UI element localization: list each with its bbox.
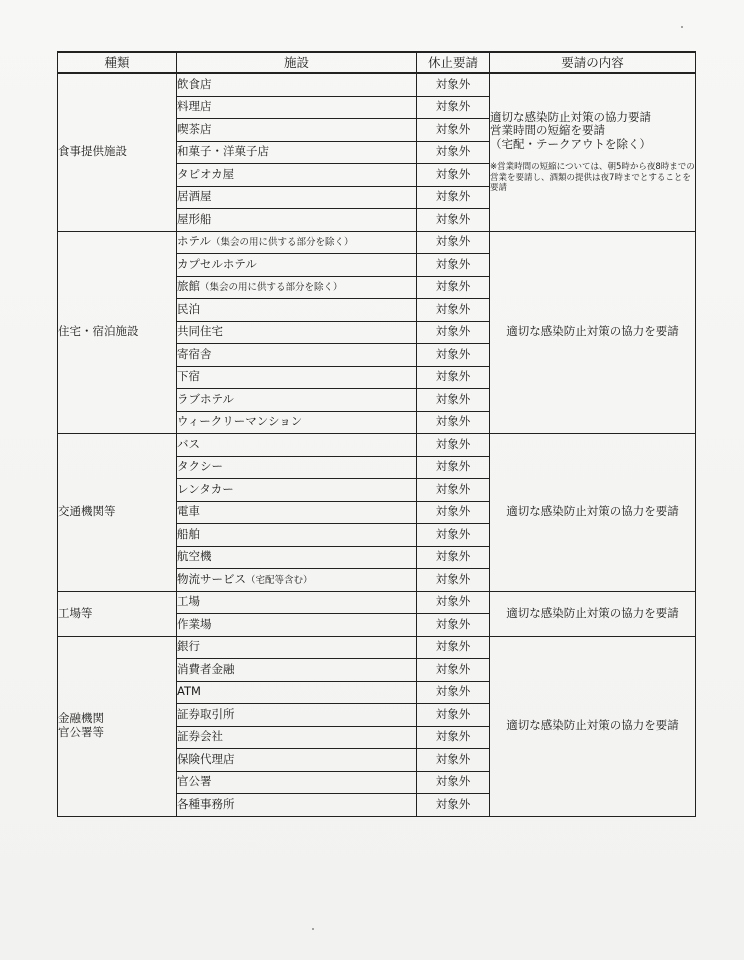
table-row <box>58 636 696 659</box>
facility-note: （宅配等含む） <box>246 574 313 586</box>
scan-speck <box>681 26 683 28</box>
facility-name: 消費者金融 <box>177 661 235 676</box>
request-content-cell <box>490 636 696 816</box>
facility-cell <box>177 794 417 817</box>
facility-name: 船舶 <box>177 526 200 541</box>
table-row <box>58 591 696 614</box>
facility-name: 各種事務所 <box>177 796 235 811</box>
facility-cell <box>177 434 417 457</box>
facility-name: レンタカー <box>177 481 234 496</box>
facility-cell <box>177 591 417 614</box>
facility-name: 共同住宅 <box>177 324 223 339</box>
facility-name: 屋形船 <box>177 211 212 226</box>
request-line: 適切な感染防止対策の協力を要請 <box>506 504 679 519</box>
facility-cell <box>177 186 417 209</box>
facility-name: 工場 <box>177 594 200 609</box>
stop-request-cell: 対象外 <box>417 659 490 682</box>
stop-request-cell: 対象外 <box>417 546 490 569</box>
stop-request-cell: 対象外 <box>417 389 490 412</box>
facility-name: ウィークリーマンション <box>177 414 303 429</box>
stop-request-cell: 対象外 <box>417 771 490 794</box>
facility-name: 飲食店 <box>177 76 212 91</box>
facility-name: 証券取引所 <box>177 706 235 721</box>
request-line: 適切な感染防止対策の協力を要請 <box>506 718 679 733</box>
facility-name: 銀行 <box>177 639 200 654</box>
facility-cell <box>177 299 417 322</box>
category-cell: 金融機関 官公署等 <box>58 636 177 816</box>
facility-cell <box>177 344 417 367</box>
facility-cell <box>177 366 417 389</box>
request-line: 適切な感染防止対策の協力を要請 <box>506 324 679 339</box>
stop-request-cell: 対象外 <box>417 681 490 704</box>
stop-request-cell: 対象外 <box>417 344 490 367</box>
facility-name: 料理店 <box>177 99 212 114</box>
header-facility: 施設 <box>177 52 417 73</box>
facility-cell <box>177 524 417 547</box>
facility-name: 和菓子・洋菓子店 <box>177 144 269 159</box>
request-content-cell <box>490 231 696 434</box>
facility-name: カプセルホテル <box>177 256 257 271</box>
stop-request-cell: 対象外 <box>417 276 490 299</box>
facility-cell <box>177 456 417 479</box>
facility-name: 物流サービス <box>177 571 246 586</box>
facility-cell <box>177 164 417 187</box>
facility-cell <box>177 749 417 772</box>
stop-request-cell: 対象外 <box>417 636 490 659</box>
table-body <box>58 73 696 816</box>
facility-cell <box>177 569 417 592</box>
facility-cell <box>177 231 417 254</box>
stop-request-cell: 対象外 <box>417 569 490 592</box>
stop-request-cell: 対象外 <box>417 186 490 209</box>
stop-request-cell: 対象外 <box>417 411 490 434</box>
stop-request-cell: 対象外 <box>417 321 490 344</box>
category-cell: 交通機関等 <box>58 434 177 592</box>
stop-request-cell: 対象外 <box>417 726 490 749</box>
facility-cell <box>177 771 417 794</box>
category-cell: 住宅・宿泊施設 <box>58 231 177 434</box>
table-row <box>58 434 696 457</box>
request-line: 適切な感染防止対策の協力を要請 <box>506 605 679 620</box>
request-line: 適切な感染防止対策の協力要請 <box>490 109 651 124</box>
category-cell: 食事提供施設 <box>58 73 177 231</box>
stop-request-cell: 対象外 <box>417 299 490 322</box>
stop-request-cell: 対象外 <box>417 141 490 164</box>
stop-request-cell: 対象外 <box>417 749 490 772</box>
facility-request-table <box>57 51 696 817</box>
stop-request-cell: 対象外 <box>417 614 490 637</box>
stop-request-cell: 対象外 <box>417 434 490 457</box>
category-cell: 工場等 <box>58 591 177 636</box>
stop-request-cell: 対象外 <box>417 119 490 142</box>
facility-cell <box>177 659 417 682</box>
header-request-content: 要請の内容 <box>490 52 696 73</box>
facility-cell <box>177 726 417 749</box>
facility-name: タクシー <box>177 459 223 474</box>
facility-name: ホテル <box>177 234 211 249</box>
facility-name: 保険代理店 <box>177 751 235 766</box>
facility-cell <box>177 276 417 299</box>
facility-cell <box>177 636 417 659</box>
request-content-cell <box>490 591 696 636</box>
stop-request-cell: 対象外 <box>417 524 490 547</box>
facility-cell <box>177 479 417 502</box>
table-row <box>58 231 696 254</box>
facility-cell <box>177 96 417 119</box>
facility-name: 下宿 <box>177 369 200 384</box>
scan-speck <box>312 928 314 930</box>
facility-name: 電車 <box>177 504 200 519</box>
stop-request-cell: 対象外 <box>417 591 490 614</box>
facility-name: ラブホテル <box>177 391 234 406</box>
stop-request-cell: 対象外 <box>417 73 490 96</box>
facility-name: 寄宿舎 <box>177 346 212 361</box>
facility-cell <box>177 254 417 277</box>
stop-request-cell: 対象外 <box>417 501 490 524</box>
facility-name: 航空機 <box>177 549 212 564</box>
stop-request-cell: 対象外 <box>417 366 490 389</box>
facility-cell <box>177 73 417 96</box>
facility-cell <box>177 209 417 232</box>
facility-cell <box>177 704 417 727</box>
facility-name: バス <box>177 436 200 451</box>
stop-request-cell: 対象外 <box>417 231 490 254</box>
stop-request-cell: 対象外 <box>417 164 490 187</box>
facility-note: （集会の用に供する部分を除く） <box>200 282 343 294</box>
facility-name: 喫茶店 <box>177 121 212 136</box>
facility-note: （集会の用に供する部分を除く） <box>210 237 354 249</box>
stop-request-cell: 対象外 <box>417 209 490 232</box>
facility-cell <box>177 614 417 637</box>
table-header-row <box>58 52 696 73</box>
facility-cell <box>177 119 417 142</box>
facility-cell <box>177 546 417 569</box>
header-category: 種類 <box>58 52 177 73</box>
stop-request-cell: 対象外 <box>417 479 490 502</box>
facility-name: 官公署 <box>177 774 212 789</box>
request-line: 営業時間の短縮を要請 <box>490 123 605 138</box>
header-stop-request: 休止要請 <box>417 52 490 73</box>
facility-cell <box>177 681 417 704</box>
facility-name: 旅館 <box>177 279 200 294</box>
facility-name: ATM <box>177 684 201 699</box>
facility-name: タピオカ屋 <box>177 166 235 181</box>
stop-request-cell: 対象外 <box>417 254 490 277</box>
facility-name: 作業場 <box>177 616 212 631</box>
table-row <box>58 73 696 96</box>
request-note: ※営業時間の短縮については、朝5時から夜8時までの営業を要請し、酒類の提供は夜7時までとすることを要請 <box>490 162 695 194</box>
request-line: （宅配・テークアウトを除く） <box>490 137 651 152</box>
stop-request-cell: 対象外 <box>417 96 490 119</box>
request-content-cell <box>490 434 696 592</box>
stop-request-cell: 対象外 <box>417 794 490 817</box>
stop-request-cell: 対象外 <box>417 456 490 479</box>
facility-cell <box>177 389 417 412</box>
facility-cell <box>177 501 417 524</box>
facility-cell <box>177 141 417 164</box>
stop-request-cell: 対象外 <box>417 704 490 727</box>
request-content-cell <box>490 73 696 231</box>
facility-name: 証券会社 <box>177 729 223 744</box>
facility-cell <box>177 321 417 344</box>
facility-cell <box>177 411 417 434</box>
facility-name: 居酒屋 <box>177 189 212 204</box>
facility-name: 民泊 <box>177 301 200 316</box>
